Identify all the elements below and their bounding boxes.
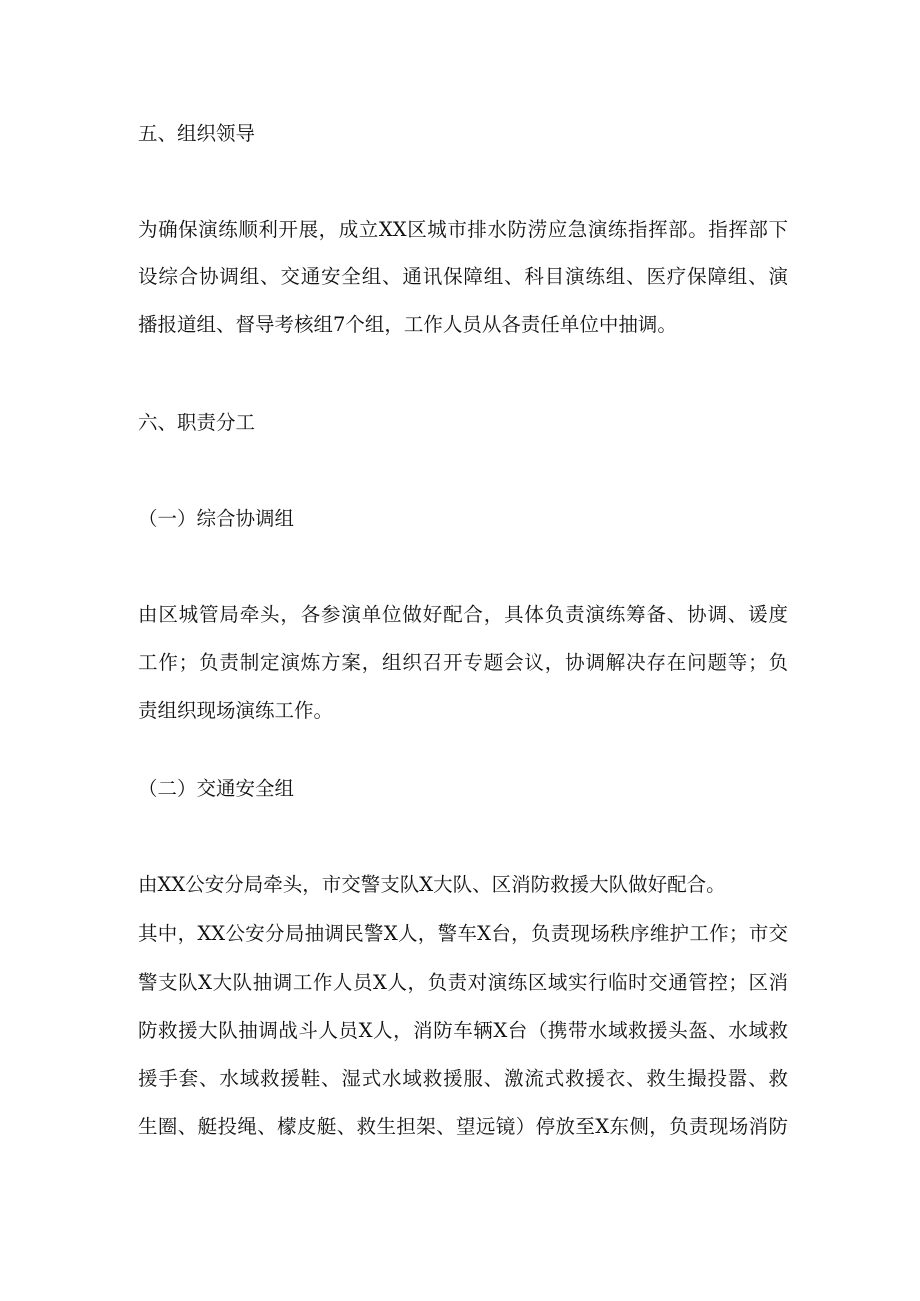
paragraph-line: 生圈、艇投绳、檬皮艇、救生担架、望远镜）停放至X东侧，负责现场消防 (138, 1115, 788, 1138)
paragraph-line: 其中，XX公安分局抽调民警X人，警车X台，负责现场秩序维护工作；市交 (138, 922, 788, 945)
paragraph-line: 援手套、水域救援鞋、湿式水域救援服、激流式救援衣、救生撮投嚣、救 (138, 1067, 788, 1090)
paragraph-line: 设综合协调组、交通安全组、通讯保障组、科目演练组、医疗保障组、演 (138, 265, 788, 288)
paragraph-line: 为确保演练顺利开展，成立XX区城市排水防涝应急演练指挥部。指挥部下 (138, 218, 788, 241)
section-heading-duties: 六、职责分工 (138, 411, 256, 434)
paragraph-line: 防救援大队抽调战斗人员X人，消防车辆X台（携带水域救援头盔、水域救 (138, 1019, 788, 1042)
paragraph-line: 由XX公安分局牵头，市交警支队X大队、区消防救援大队做好配合。 (138, 873, 726, 896)
subheading-coordination-group: （一）综合协调组 (138, 507, 295, 530)
paragraph-line: 工作；负责制定演炼方案，组织召开专题会议，协调解决存在问题等；负 (138, 651, 788, 674)
paragraph-line: 由区城管局牵头，各参演单位做好配合，具体负责演练筹备、协调、谖度 (138, 603, 788, 626)
paragraph-line: 责组织现场演练工作。 (138, 699, 334, 722)
section-heading-organization: 五、组织领导 (138, 122, 256, 145)
paragraph-line: 警支队X大队抽调工作人员X人，负责对演练区域实行临时交通管控；区消 (138, 971, 788, 994)
subheading-traffic-safety-group: （二）交通安全组 (138, 777, 295, 800)
paragraph-line: 播报道组、督导考核组7个组，工作人员从各责任单位中抽调。 (138, 313, 677, 336)
